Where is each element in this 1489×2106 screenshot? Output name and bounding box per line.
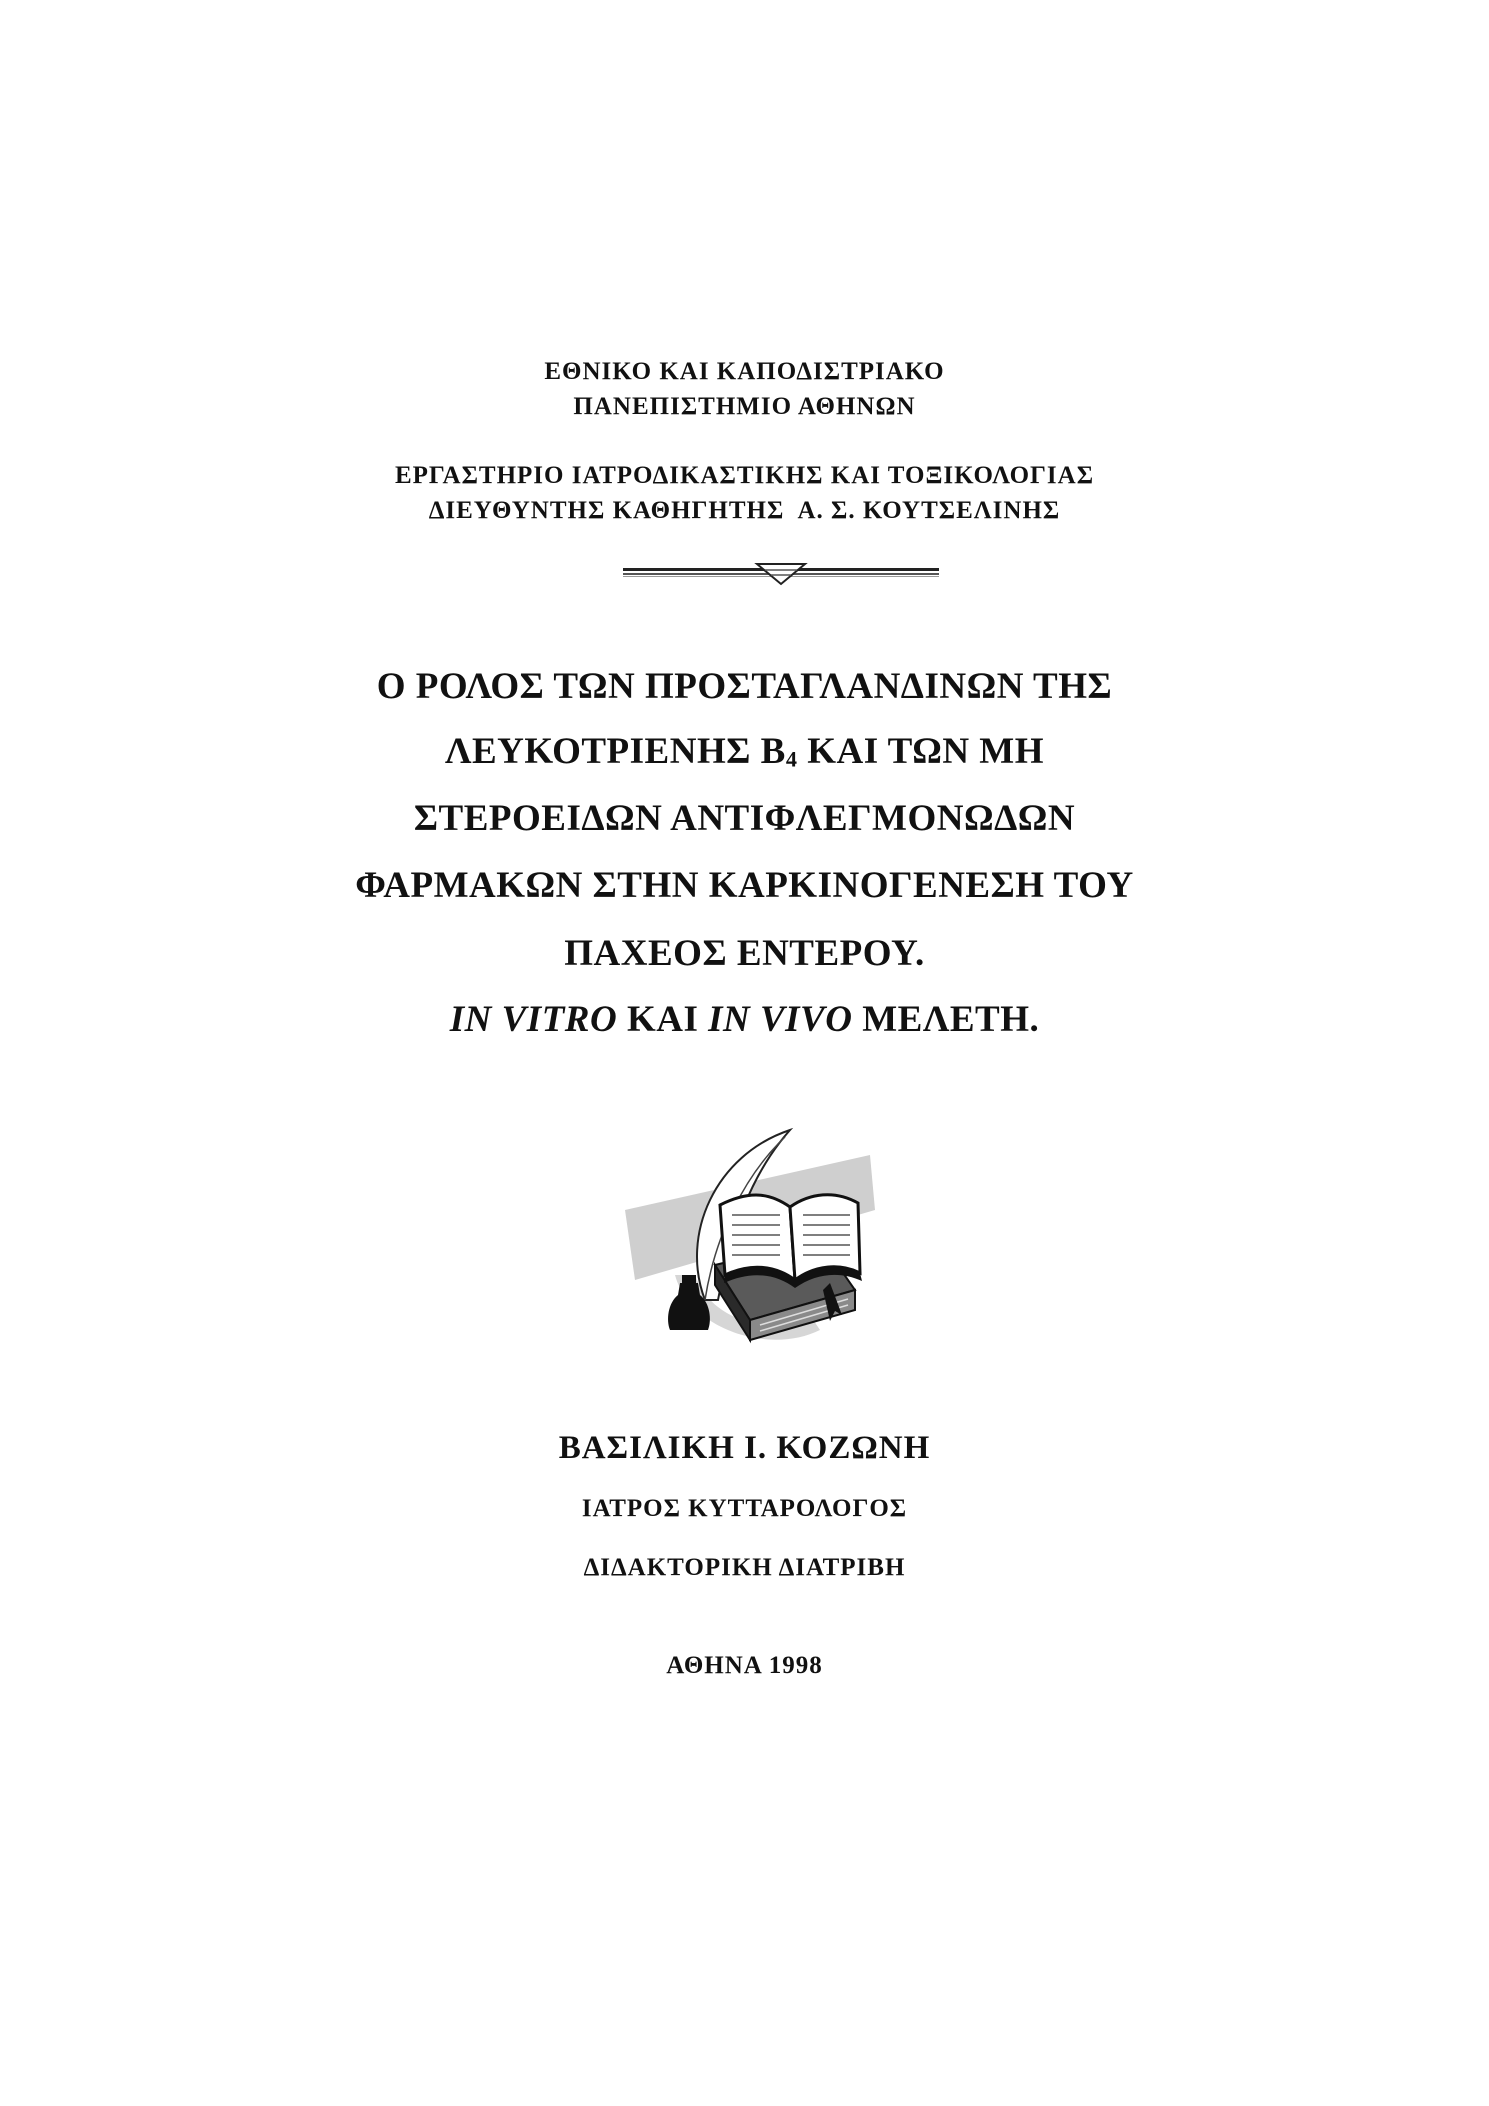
director-line: ΔΙΕΥΘΥΝΤΗΣ ΚΑΘΗΓΗΤΗΣ Α. Σ. ΚΟΥΤΣΕΛΙΝΗΣ xyxy=(428,497,1061,524)
ornamental-divider-icon xyxy=(623,562,939,586)
author-name: ΒΑΣΙΛΙΚΗ Ι. ΚΟΖΩΝΗ xyxy=(558,1430,931,1466)
document-type: ΔΙΔΑΚΤΟΡΙΚΗ ΔΙΑΤΡΙΒΗ xyxy=(583,1554,906,1581)
thesis-title-line4: ΦΑΡΜΑΚΩΝ ΣΤΗΝ ΚΑΡΚΙΝΟΓΕΝΕΣΗ ΤΟΥ xyxy=(355,865,1134,906)
book-quill-inkwell-icon xyxy=(620,1115,880,1360)
author-profession: ΙΑΤΡΟΣ ΚΥΤΤΑΡΟΛΟΓΟΣ xyxy=(581,1495,908,1522)
thesis-title-line1: Ο ΡΟΛΟΣ ΤΩΝ ΠΡΟΣΤΑΓΛΑΝΔΙΝΩΝ ΤΗΣ xyxy=(376,666,1113,707)
thesis-title-line5: ΠΑΧΕΟΣ ΕΝΤΕΡΟΥ. xyxy=(564,933,925,974)
place-and-year: ΑΘΗΝΑ 1998 xyxy=(666,1652,823,1679)
university-name-line2: ΠΑΝΕΠΙΣΤΗΜΙΟ ΑΘΗΝΩΝ xyxy=(573,393,916,420)
thesis-title-line2: ΛΕΥΚΟΤΡΙΕΝΗΣ $B_4$ ΚΑΙ ΤΩΝ ΜΗ xyxy=(444,731,1044,772)
university-name-line1: ΕΘΝΙΚΟ ΚΑΙ ΚΑΠΟΔΙΣΤΡΙΑΚΟ xyxy=(544,358,945,385)
thesis-title-line6: IN VITRO ΚΑΙ IN VIVO ΜΕΛΕΤΗ. xyxy=(449,999,1040,1040)
thesis-title-line3: ΣΤΕΡΟΕΙΔΩΝ ΑΝΤΙΦΛΕΓΜΟΝΩΔΩΝ xyxy=(413,798,1076,839)
laboratory-name: ΕΡΓΑΣΤΗΡΙΟ ΙΑΤΡΟΔΙΚΑΣΤΙΚΗΣ ΚΑΙ ΤΟΞΙΚΟΛΟΓΙΑΣ xyxy=(394,462,1095,489)
